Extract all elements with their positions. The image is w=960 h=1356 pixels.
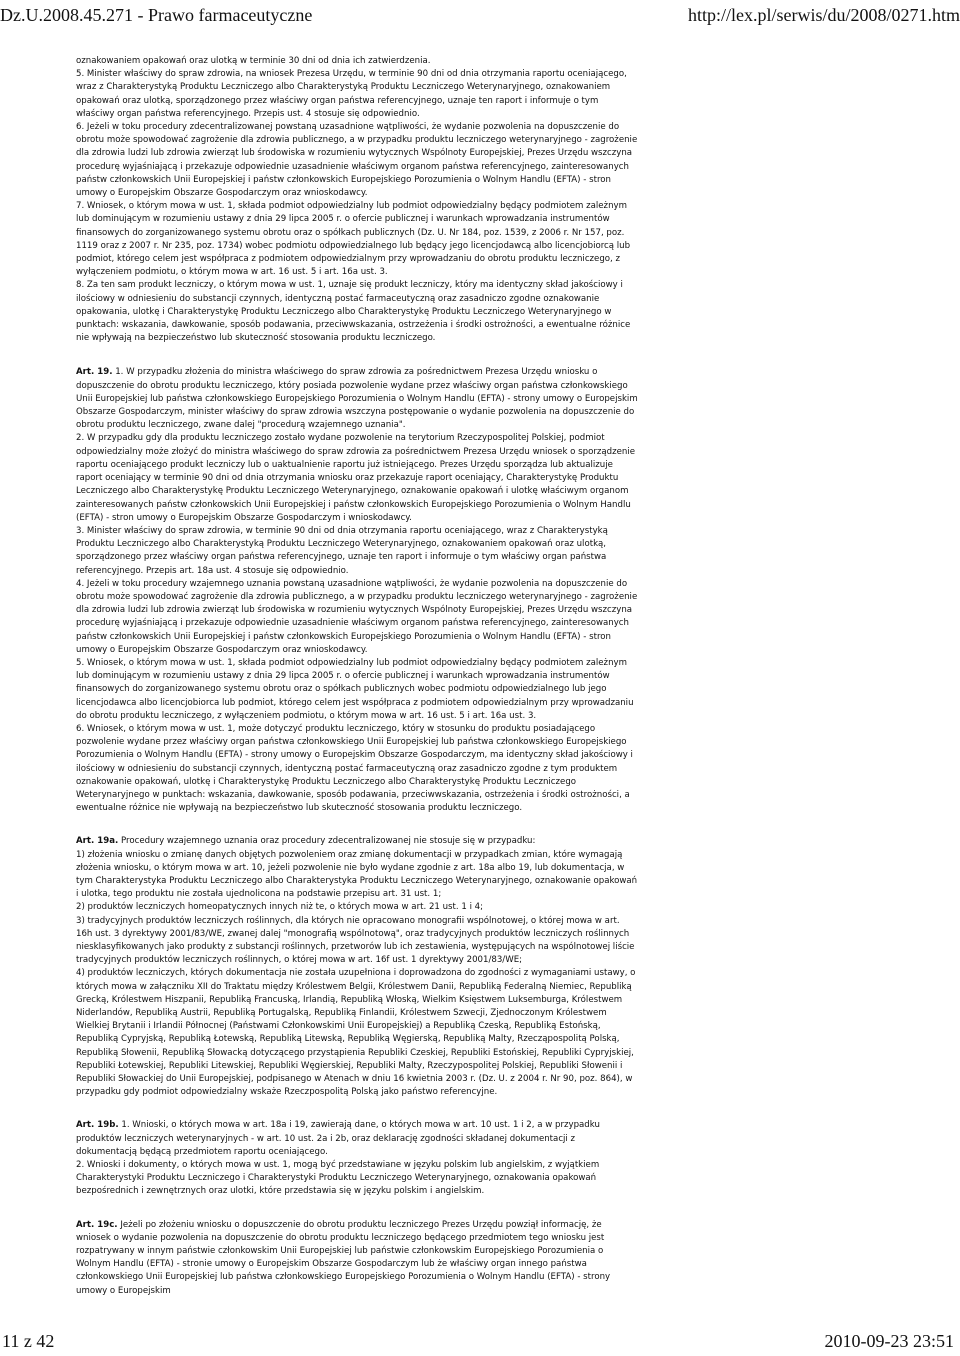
paragraph: 5. Wniosek, o którym mowa w ust. 1, składa podmiot odpowiedzialny lub podmiot odpowiedzialny będący podmiotem zależnym lub dominującym w rozumieniu ustawy z dnia 29 lipca 2005 r. o ofercie publicznej i warunkach wprowadzania instrumentów finansowych do zorganizowanego systemu obrotu oraz o spółkach publicznych wobec podmiotu odpowiedzialnego lub jego licencjodawca albo licencjobiorca lub podmiot, którego celem jest współpraca z podmiotem odpowiedzialnym przy wprowadzaniu do obrotu produktu leczniczego, z wyłączeniem podmiotu, o którym mowa w art. 16 ust. 5 i art. 16a ust. 3. [76,657,634,721]
header-url[interactable]: http://lex.pl/serwis/du/2008/0271.htm [688,5,960,25]
page-header [0,4,960,26]
paragraph: 4. Jeżeli w toku procedury wzajemnego uznania powstaną uzasadnione wątpliwości, że wydanie pozwolenia na dopuszczenie do obrotu może spowodować zagrożenie dla zdrowia publicznego, a w przypadku produktu leczniczego weterynaryjnego - zagrożenie dla zdrowia ludzi lub zdrowia zwierząt lub środowiska w rozumieniu wytycznych Wspólnoty Europejskiej, Prezes Urzędu wszczyna procedurę wyjaśniającą i przekazuje odpowiednie uzasadnienie właściwym organom państwa referencyjnego, zainteresowanych państw członkowskich Unii Europejskiej i państw członkowskich Europejskiego Porozumienia o Wolnym Handlu (EFTA) - stron umowy o Europejskim Obszarze Gospodarczym oraz wnioskodawcy. [76,578,638,655]
article-heading: Art. 19a. [76,836,119,847]
article-heading: Art. 19c. [76,1219,118,1230]
paragraph: 3. Minister właściwy do spraw zdrowia, w terminie 90 dni od dnia otrzymania raportu oceniającego, wraz z Charakterystyką Produktu Leczniczego albo Charakterystyką Produktu Leczniczego Weterynaryjnego, oznakowaniem opakowań oraz ulotką, sporządzonego przez właściwy organ państwa referencyjnego, uznaje ten raport i informuje o tym właściwy organ państwa referencyjnego. Przepis art. 18a ust. 4 stosuje się odpowiednio. [76,525,608,576]
article-19a [76,835,638,848]
article-heading: Art. 19b. [76,1120,119,1131]
list-item: 2) produktów leczniczych homeopatycznych innych niż te, o których mowa w art. 21 ust. 1 i 4; [76,902,484,913]
paragraph: 6. Wniosek, o którym mowa w ust. 1, może dotyczyć produktu leczniczego, który w stosunku do produktu posiadającego pozwolenie wydane przez właściwy organ państwa członkowskiego Unii Europejskiej lub państwa członkowskiego Europejskiego Porozumienia o Wolnym Handlu (EFTA) - strony umowy o Europejskim Obszarze Gospodarczym, ma identyczny skład jakościowy i ilościowy w odniesieniu do substancji czynnych, identyczną postać farmaceutyczną oraz zasadniczo zgodne z tym produktem oznakowanie opakowań, ulotkę i Charakterystykę Produktu Leczniczego albo Charakterystykę Produktu Leczniczego Weterynaryjnego w punktach: wskazania, dawkowanie, sposób podawania, przeciwwskazania, ostrzeżenia i środki ostrożności, a ewentualne różnice nie wpływają na bezpieczeństwo lub skuteczność stosowania produktu leczniczego. [76,723,633,814]
page-footer [0,1330,960,1352]
list-item: 4) produktów leczniczych, których dokumentacja nie została uzupełniona i doprowadzona do zgodności z wymaganiami ustawy, o których mowa w załączniku XII do Traktatu między Królestwem Belgii, Królestwem Danii, Republiką Federalną Niemiec, Republiką Grecką, Królestwem Hiszpanii, Republiką Francuską, Irlandią, Republiką Włoską, Wielkim Księstwem Luksemburga, Królestwem Niderlandów, Republiką Austrii, Republiką Portugalską, Republiką Finlandii, Królestwem Szwecji, Zjednoczonym Królestwem Wielkiej Brytanii i Irlandii Północnej (Państwami Członkowskimi Unii Europejskiej) a Republiką Czeską, Republiką Estońską, Republiką Cypryjską, Republiką Łotewską, Republiką Litewską, Republiką Węgierską, Republiką Malty, Rzecząpospolitą Polską, Republiką Słowenii, Republiką Słowacką dotyczącego przystąpienia Republiki Czeskiej, Republiki Estońskiej, Republiki Cypryjskiej, Republiki Łotewskiej, Republiki Litewskiej, Republiki Węgierskiej, Republiki Malty, Rzeczypospolitej Polskiej, Republiki Słowenii i Republiki Słowackiej do Unii Europejskiej, podpisanego w Atenach w dniu 16 kwietnia 2003 r. (Dz. U. z 2004 r. Nr 90, poz. 864), w przypadku gdy podmiot odpowiedzialny wskaże Rzeczpospolitą Polską jako państwo referencyjne. [76,968,636,1098]
article-19b [76,1119,638,1159]
article-19 [76,366,638,432]
paragraph: 5. Minister właściwy do spraw zdrowia, na wniosek Prezesa Urzędu, w terminie 90 dni od dnia otrzymania raportu oceniającego, wraz z Charakterystyką Produktu Leczniczego albo Charakterystyką Produktu Leczniczego Weterynaryjnego, oznakowaniem opakowań oraz ulotką, sporządzonego przez właściwy organ państwa referencyjnego, uznaje ten raport i informuje o tym właściwy organ państwa referencyjnego. Przepis ust. 4 stosuje się odpowiednio. [76,69,627,119]
page-number: 11 z 42 [2,1331,55,1351]
document-body [76,55,638,1298]
article-intro: Jeżeli po złożeniu wniosku o dopuszczenie do obrotu produktu leczniczego Prezes Urzędu powziął informację, że wniosek o wydanie pozwolenia na dopuszczenie do obrotu produktu leczniczego będącego przedmiotem tego wniosku jest rozpatrywany w innym państwie członkowskim Unii Europejskiej lub państwie członkowskim Europejskiego Porozumienia o Wolnym Handlu (EFTA) - stronie umowy o Europejskim Obszarze Gospodarczym lub że właściwy organ innego państwa członkowskiego Unii Europejskiej lub państwa członkowskiego Europejskiego Porozumienia o Wolnym Handlu (EFTA) - strony umowy o Europejskim [76,1219,611,1296]
article-intro: 1. Wnioski, o których mowa w art. 18a i 19, zawierają dane, o których mowa w art. 10 ust. 1 i 2, a w przypadku produktów leczniczych weterynaryjnych - w art. 10 ust. 2a i 2b, oraz deklarację zgodności składanej dokumentacji z dokumentacją będącą przedmiotem raportu oceniającego. [76,1120,600,1157]
paragraph: 2. W przypadku gdy dla produktu leczniczego zostało wydane pozwolenie na terytorium Rzeczypospolitej Polskiej, podmiot odpowiedzialny może złożyć do ministra właściwego do spraw zdrowia za pośrednictwem Prezesa Urzędu wniosek o sporządzenie raportu oceniającego produkt leczniczy lub o uaktualnienie raportu już istniejącego. Prezes Urzędu sporządza lub aktualizuje raport oceniający w terminie 90 dni od dnia otrzymania wniosku oraz przekazuje raport oceniający, Charakterystykę Produktu Leczniczego albo Charakterystykę Produktu Leczniczego Weterynaryjnego, oznakowanie opakowań i ulotkę właściwym organom zainteresowanych państw członkowskich Unii Europejskiej i państw członkowskich Europejskiego Porozumienia o Wolnym Handlu (EFTA) - stron umowy o Europejskim Obszarze Gospodarczym i wnioskodawcy. [76,433,636,523]
article-19c [76,1219,638,1298]
article-intro: 1. W przypadku złożenia do ministra właściwego do spraw zdrowia za pośrednictwem Prezesa Urzędu wniosku o dopuszczenie do obrotu produktu leczniczego, który posiada pozwolenie wydane przez właściwy organ państwa członkowskiego Unii Europejskiej lub państwa członkowskiego Europejskiego Porozumienia o Wolnym Handlu (EFTA) - strony umowy o Europejskim Obszarze Gospodarczym, minister właściwy do spraw zdrowia wszczyna postępowanie o wydanie pozwolenia na dopuszczenie do obrotu produktu leczniczego, zwane dalej "procedurą wzajemnego uznania". [76,367,638,431]
paragraph: 7. Wniosek, o którym mowa w ust. 1, składa podmiot odpowiedzialny lub podmiot odpowiedzialny będący podmiotem zależnym lub dominującym w rozumieniu ustawy z dnia 29 lipca 2005 r. o ofercie publicznej i warunkach wprowadzania instrumentów finansowych do zorganizowanego systemu obrotu oraz o spółkach publicznych (Dz. U. Nr 184, poz. 1539, z 2006 r. Nr 157, poz. 1119 oraz z 2007 r. Nr 235, poz. 1734) wobec podmiotu odpowiedzialnego lub będący jego licencjodawcą albo licencjobiorcą lub podmiot, którego celem jest współpraca z podmiotem odpowiedzialnym przy wprowadzaniu do obrotu produktu leczniczego, z wyłączeniem podmiotu, o którym mowa w art. 16 ust. 5 i art. 16a ust. 3. [76,201,631,278]
article-intro: Procedury wzajemnego uznania oraz procedury zdecentralizowanej nie stosuje się w przypadku: [121,836,536,847]
article-heading: Art. 19. [76,367,113,378]
list-item: 3) tradycyjnych produktów leczniczych roślinnych, dla których nie opracowano monografii wspólnotowej, o której mowa w art. 16h ust. 3 dyrektywy 2001/83/WE, zwanej dalej "monografią wspólnotową", oraz tradycyjnych produktów leczniczych roślinnych niesklasyfikowanych jako produkty z substancji roślinnych, przetworów lub ich zestawienia, występujących na wspólnotowej liście tradycyjnych produktów leczniczych roślinnych, o której mowa w art. 16f ust. 1 dyrektywy 2001/83/WE; [76,915,635,966]
paragraph: 6. Jeżeli w toku procedury zdecentralizowanej powstaną uzasadnione wątpliwości, że wydanie pozwolenia na dopuszczenie do obrotu może spowodować zagrożenie dla zdrowia publicznego, a w przypadku produktu leczniczego weterynaryjnego - zagrożenie dla zdrowia ludzi lub zdrowia zwierząt lub środowiska w rozumieniu wytycznych Wspólnoty Europejskiej, Prezes Urzędu wszczyna procedurę wyjaśniającą i przekazuje odpowiednie uzasadnienie właściwym organom państwa referencyjnego, zainteresowanych państw członkowskich Unii Europejskiej i państw członkowskich Europejskiego Porozumienia o Wolnym Handlu (EFTA) - stron umowy o Europejskim Obszarze Gospodarczym oraz wnioskodawcy. [76,122,638,199]
print-timestamp: 2010-09-23 23:51 [824,1331,954,1351]
paragraph: 8. Za ten sam produkt leczniczy, o którym mowa w ust. 1, uznaje się produkt leczniczy, który ma identyczny skład jakościowy i ilościowy w odniesieniu do substancji czynnych, identyczną postać farmaceutyczną oraz zasadniczo zgodne oznakowanie opakowania, ulotkę i Charakterystykę Produktu Leczniczego albo Charakterystykę Produktu Leczniczego Weterynaryjnego w punktach: wskazania, dawkowanie, sposób podawania, przeciwwskazania, ostrzeżenia i środki ostrożności, a ewentualne różnice nie wpływają na bezpieczeństwo lub skuteczność stosowania produktu leczniczego. [76,280,631,344]
paragraph: oznakowaniem opakowań oraz ulotką w terminie 30 dni od dnia ich zatwierdzenia. [76,56,431,66]
header-title: Dz.U.2008.45.271 - Prawo farmaceutyczne [0,5,313,25]
list-item: 1) złożenia wniosku o zmianę danych objętych pozwoleniem oraz zmianę dokumentacji w przypadkach zmian, które wymagają złożenia wniosku, o którym mowa w art. 10, jeżeli pozwolenie nie było wydane zgodnie z art. 18a albo 19, lub dokumentacja, w tym Charakterystyka Produktu Leczniczego albo Charakterystyka Produktu Leczniczego Weterynaryjnego, oznakowanie opakowań i ulotka, tego produktu nie została ujednolicona na podstawie przepisu art. 31 ust. 1; [76,849,638,900]
paragraph: 2. Wnioski i dokumenty, o których mowa w ust. 1, mogą być przedstawiane w języku polskim lub angielskim, z wyjątkiem Charakterystyki Produktu Leczniczego i Charakterystyki Produktu Leczniczego Weterynaryjnego, oznakowania opakowań bezpośrednich i zewnętrznych oraz ulotki, które przedstawia się w języku polskim i angielskim. [76,1160,600,1197]
